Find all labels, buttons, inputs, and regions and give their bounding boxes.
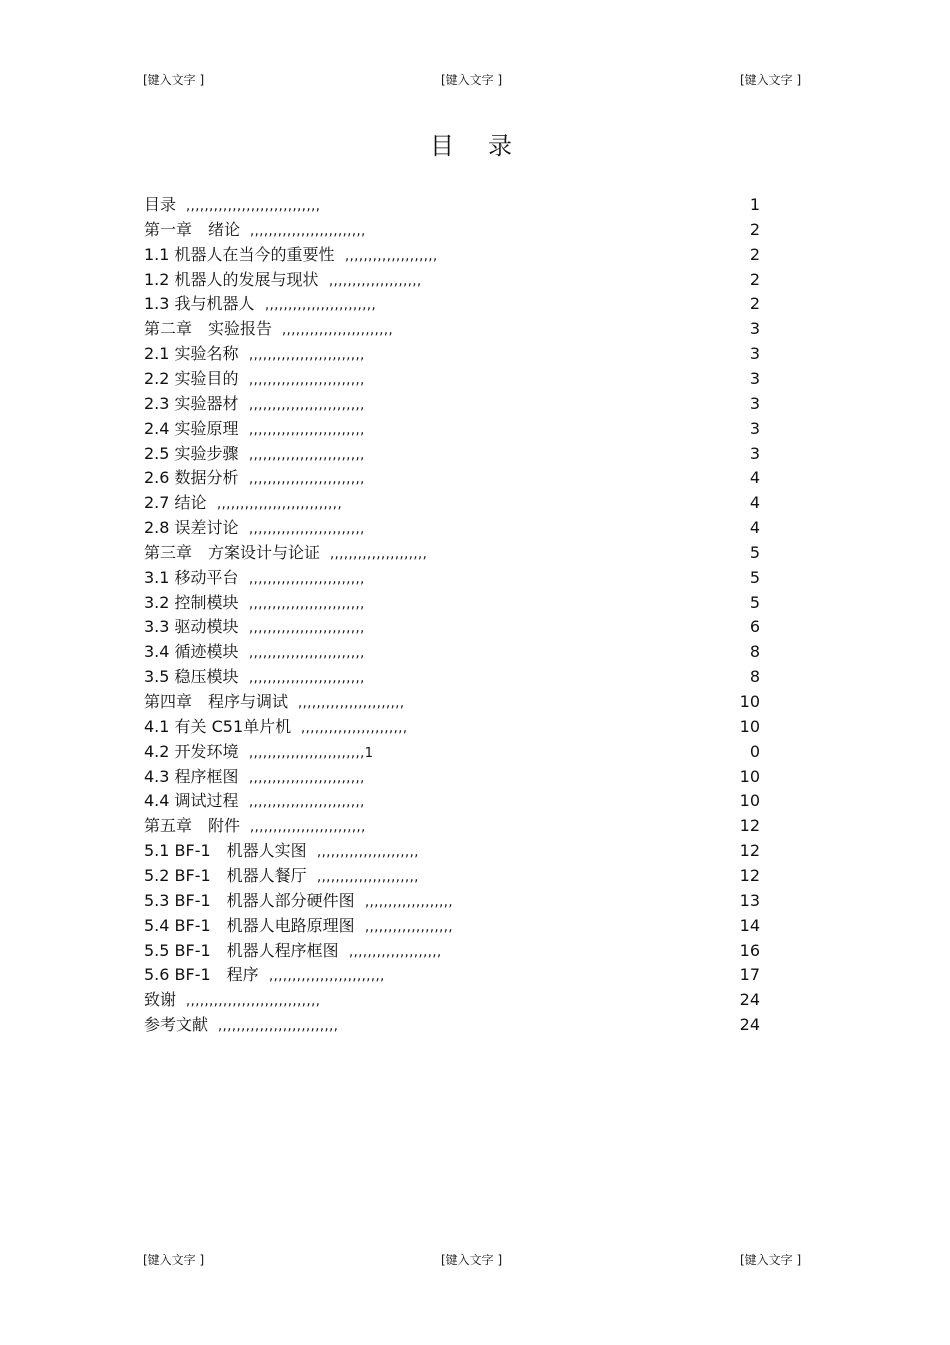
toc-entry-page: 6	[749, 617, 760, 637]
toc-entry-dots: ,,,,,,,,,,,,,,,,,,,,,,,,,	[249, 397, 365, 413]
toc-entry-page: 0	[749, 741, 760, 761]
toc-entry-label: 2.5 实验步骤	[144, 443, 239, 463]
toc-entry-page: 3	[749, 443, 760, 463]
toc-entry-label: 5.4 BF-1 机器人电路原理图	[144, 915, 355, 935]
toc-entry-label: 第五章 附件	[144, 816, 241, 836]
toc-entry-label: 3.1 移动平台	[144, 567, 239, 587]
toc-entry-dots: ,,,,,,,,,,,,,,,,,,,,,,,,,,,	[217, 497, 343, 513]
toc-entry-dots: ,,,,,,,,,,,,,,,,,,,,,,,,,	[249, 372, 365, 388]
toc-entry-label: 1.3 我与机器人	[144, 294, 255, 314]
toc-entry-label: 致谢	[144, 990, 177, 1010]
toc-entry-page: 4	[749, 468, 760, 488]
toc-entry-dots: ,,,,,,,,,,,,,,,,,,,,,,,,,	[249, 447, 365, 463]
toc-entry-label: 2.8 误差讨论	[144, 518, 239, 538]
page-title: 目录	[430, 132, 546, 160]
toc-entry-page: 13	[739, 890, 760, 910]
toc-entry-label: 2.6 数据分析	[144, 468, 239, 488]
toc-entry-label: 5.1 BF-1 机器人实图	[144, 841, 307, 861]
toc-entry-dots: ,,,,,,,,,,,,,,,,,,,,,,,,,	[249, 770, 365, 786]
toc-entry-page: 24	[739, 1015, 760, 1035]
toc-entry-page: 8	[749, 667, 760, 687]
toc-entry-page: 4	[749, 518, 760, 538]
toc-entry-dots: ,,,,,,,,,,,,,,,,,,,,,,,,,	[249, 472, 365, 488]
toc-entry-page: 5	[749, 592, 760, 612]
toc-entry-label: 第三章 方案设计与论证	[144, 542, 321, 562]
toc-entry-page: 3	[749, 344, 760, 364]
toc-entry-label: 3.2 控制模块	[144, 592, 239, 612]
toc-entry-label: 3.5 稳压模块	[144, 667, 239, 687]
toc-entry-page: 3	[749, 368, 760, 388]
toc-entry-page: 5	[749, 567, 760, 587]
toc-entry-dots: ,,,,,,,,,,,,,,,,,,,	[365, 894, 454, 910]
toc-entry-dots: ,,,,,,,,,,,,,,,,,,,,,,,	[298, 696, 405, 711]
toc-entry-dots: ,,,,,,,,,,,,,,,,,,,,,,,,	[265, 298, 377, 314]
toc-entry-label: 第四章 程序与调试	[144, 692, 289, 711]
toc-entry-label: 3.4 循迹模块	[144, 642, 239, 662]
toc-entry-page: 16	[739, 940, 760, 960]
toc-entry-page: 4	[749, 493, 760, 513]
footer-left: [键入文字 ]	[143, 1253, 205, 1267]
toc-entry-page: 10	[739, 692, 760, 711]
header-left: [键入文字 ]	[143, 73, 205, 87]
toc-entry-dots: ,,,,,,,,,,,,,,,,,,,,,,,,,	[249, 571, 365, 587]
toc-entry-dots: ,,,,,,,,,,,,,,,,,,,,,,	[317, 845, 419, 861]
toc-entry-label: 1.2 机器人的发展与现状	[144, 269, 319, 289]
toc-entry-label: 2.4 实验原理	[144, 418, 239, 438]
toc-entry-page: 12	[739, 816, 760, 836]
toc-entry-page: 10	[739, 716, 760, 736]
toc-entry-label: 1.1 机器人在当今的重要性	[144, 244, 335, 264]
toc-entry-dots: ,,,,,,,,,,,,,,,,,,,,,,,,,	[250, 820, 366, 836]
toc-entry-dots: ,,,,,,,,,,,,,,,,,,,,,,,,,,,,,	[186, 994, 321, 1010]
toc-entry-page: 17	[739, 965, 760, 985]
toc-entry-dots: ,,,,,,,,,,,,,,,,,,,,	[329, 273, 422, 289]
toc-entry-label: 5.2 BF-1 机器人餐厅	[144, 865, 307, 885]
toc-entry-dots: ,,,,,,,,,,,,,,,,,,,,,,,,,	[250, 223, 366, 239]
toc-entry-dots: ,,,,,,,,,,,,,,,,,,,,,,,,,	[249, 596, 365, 612]
toc-entry-dots: ,,,,,,,,,,,,,,,,,,,,,,,,,1	[249, 745, 374, 761]
toc-entry-page: 14	[739, 915, 760, 935]
toc-entry-dots: ,,,,,,,,,,,,,,,,,,,,,,,,,	[249, 646, 365, 662]
toc-entry-label: 5.3 BF-1 机器人部分硬件图	[144, 890, 355, 910]
toc-entry-label: 目录	[144, 195, 177, 214]
toc-entry-dots: ,,,,,,,,,,,,,,,,,,,,,,,	[301, 720, 408, 736]
footer-center: [键入文字 ]	[441, 1253, 503, 1267]
toc-entry-page: 24	[739, 990, 760, 1010]
toc-entry-page: 2	[749, 269, 760, 289]
toc-entry-dots: ,,,,,,,,,,,,,,,,,,,,,,,,,,	[218, 1019, 339, 1035]
header-center: [键入文字 ]	[441, 73, 503, 87]
toc-entry-dots: ,,,,,,,,,,,,,,,,,,,,,,,,,	[249, 522, 365, 538]
toc-entry-page: 2	[749, 244, 760, 264]
toc-entry-dots: ,,,,,,,,,,,,,,,,,,,,,,	[317, 869, 419, 885]
toc-entry-label: 2.7 结论	[144, 493, 207, 513]
toc-entry-label: 4.3 程序框图	[144, 766, 239, 786]
toc-entry-label: 4.4 调试过程	[144, 791, 239, 811]
toc-entry-page: 12	[739, 841, 760, 861]
toc-entry-page: 3	[749, 393, 760, 413]
toc-entry-label: 4.1 有关 C51单片机	[144, 716, 292, 736]
toc-entry-dots: ,,,,,,,,,,,,,,,,,,,,	[345, 248, 438, 264]
toc-entry-page: 10	[739, 791, 760, 811]
footer-right: [键入文字 ]	[740, 1253, 802, 1267]
toc-entry-dots: ,,,,,,,,,,,,,,,,,,,,,,,,,	[249, 795, 365, 811]
toc-entry-dots: ,,,,,,,,,,,,,,,,,,,,,,,,,	[249, 671, 365, 687]
toc-entry-dots: ,,,,,,,,,,,,,,,,,,,,,,,,	[282, 323, 394, 339]
toc-entry-label: 3.3 驱动模块	[144, 617, 239, 637]
toc-entry-dots: ,,,,,,,,,,,,,,,,,,,,,,,,,	[249, 621, 365, 637]
toc-entry-page: 3	[749, 418, 760, 438]
toc-entry-page: 2	[749, 294, 760, 314]
toc-entry-label: 2.1 实验名称	[144, 344, 239, 364]
toc-entry-label: 第二章 实验报告	[144, 319, 273, 339]
toc-entry-dots: ,,,,,,,,,,,,,,,,,,,,,	[330, 546, 428, 562]
toc-entry-dots: ,,,,,,,,,,,,,,,,,,,,,,,,,,,,,	[186, 199, 321, 214]
toc-entry-page: 1	[749, 195, 760, 214]
toc-entry-label: 2.3 实验器材	[144, 393, 239, 413]
toc-entry-label: 参考文献	[144, 1015, 209, 1035]
toc-entry-page: 10	[739, 766, 760, 786]
toc-entry-dots: ,,,,,,,,,,,,,,,,,,,	[365, 919, 454, 935]
toc-entry-dots: ,,,,,,,,,,,,,,,,,,,,,,,,,	[269, 969, 385, 985]
toc-entry-page: 8	[749, 642, 760, 662]
toc-entry-page: 3	[749, 319, 760, 339]
toc-entry-dots: ,,,,,,,,,,,,,,,,,,,,,,,,,	[249, 348, 365, 364]
toc-entry-label: 第一章 绪论	[144, 219, 241, 239]
toc-entry-page: 5	[749, 542, 760, 562]
toc-entry-dots: ,,,,,,,,,,,,,,,,,,,,,,,,,	[249, 422, 365, 438]
toc-entry-dots: ,,,,,,,,,,,,,,,,,,,,	[349, 944, 442, 960]
header-right: [键入文字 ]	[740, 73, 802, 87]
toc-entry-label: 4.2 开发环境	[144, 741, 239, 761]
toc-entry-label: 5.5 BF-1 机器人程序框图	[144, 940, 339, 960]
toc-entry-label: 2.2 实验目的	[144, 368, 239, 388]
toc-entry-page: 12	[739, 865, 760, 885]
toc-entry-label: 5.6 BF-1 程序	[144, 965, 259, 985]
toc-entry-page: 2	[749, 219, 760, 239]
